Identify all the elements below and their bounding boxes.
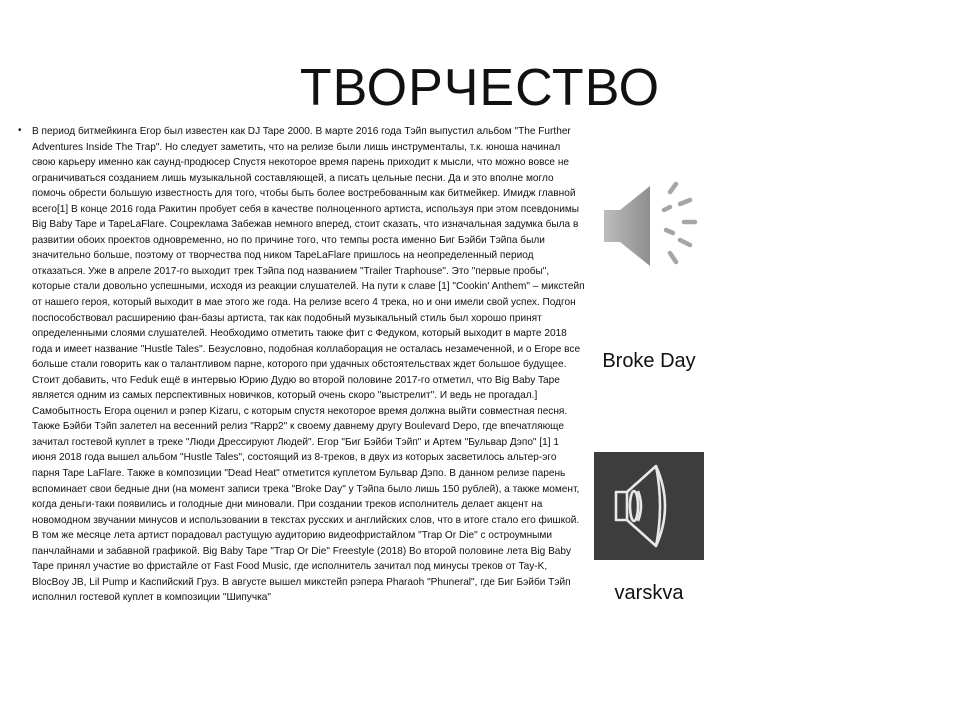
slide-title: ТВОРЧЕСТВО — [299, 59, 661, 117]
sound-waves — [664, 184, 695, 262]
speaker-body — [604, 186, 650, 266]
speaker-sound-svg — [596, 180, 706, 272]
loudspeaker-icon[interactable] — [594, 452, 704, 560]
loudspeaker-svg — [594, 452, 704, 560]
speaker-sound-icon[interactable] — [596, 180, 706, 272]
loudspeaker-outline — [616, 466, 665, 546]
audio-label-varskva: varskva — [614, 582, 684, 604]
body-paragraph: В период битмейкинга Егор был известен как DJ Tape 2000. В марте 2016 года Тэйп выпустил альбом "The Further Adventures Inside The Trap". Но следует заметить, что на релизе были лишь инструменталы, т.к. юноша начинал свою карьеру именно как саунд-продюсер Спустя некоторое время парень приходит к мысли, что можно вовсе не ограничиваться созданием лишь музыкальной составляющей, а писать цельные песни. Да и это вполне могло помочь обрести большую известность для того, чтобы быть более востребованным как битмейкер. Имидж главной всего[1] В конце 2016 года Ракитин пробует себя в качестве полноценного артиста, используя при этом псевдонимы Big Baby Tape и TapeLaFlare. Соцреклама Забежав немного вперед, стоит сказать, что изначальная задумка была в развитии обоих проектов одновременно, но по причине того, что темпы роста именно Биг Бэйби Тэйпа были значительно больше, поэтому от творчества под ником TapeLaFlare пришлось на неопределенный период отказаться. Уже в апреле 2017-го выходит трек Тэйпа под названием "Trailer Traphouse". Это "первые пробы", которые стали довольно успешными, исходя из реакции слушателей. На пути к славе [1] "Cookin' Anthem" – микстейп от нашего героя, который выходит в мае этого же года. На релизе всего 4 трека, но и они имели свой успех. Подгон поспособствовал расширению фан-базы артиста, так как подобный музыкальный стиль был хорошо принят определенными слоями слушателей. Необходимо отметить также фит с Федуком, который выходит в марте 2018 года и имеет название "Hustle Tales". Безусловно, подобная коллаборация не осталась незамеченной, и о Егоре все больше стали говорить как о талантливом парне, которого при удачных обстоятельствах ждет большое будущее. Стоит добавить, что Feduk ещё в интервью Юрию Дудю во второй половине 2017-го отметил, что Big Baby Tape является одним из самых перспективных новичков, который очень скоро "выстрелит". И ведь не прогадал.] Самобытность Егора оценил и рэпер Kizaru, с которым спустя некоторое время должна выйти совместная песня. Также Бэйби Тэйп залетел на весенний релиз "Rapp2" к своему давнему другу Boulevard Depo, где впечатляюще зачитал гостевой куплет в треке "Люди Дрессируют Людей". Егор "Биг Бэйби Тэйп" и Артем "Бульвар Дэпо" [1] 1 июня 2018 года вышел альбом "Hustle Tales", состоящий из 8-треков, в двух из которых засветилось альтер-эго парня Tape LaFlare. Также в композиции "Dead Heat" отметится куплетом Бульвар Дэпо. В данном релизе парень вспоминает свои бедные дни (на момент записи трека "Broke Day" у Тэйпа было лишь 150 рублей), а также момент, когда деньги-таки появились и голодные дни миновали. При создании треков исполнитель делает акцент на новомодном звучании минусов и использовании в текстах русских и английских слов, что в итоге стало его фишкой. В том же месяце лета артист порадовал растущую аудиторию видеофристайлом "Trap Or Die" с остроумными панчлайнами и забавной графикой. Big Baby Tape "Trap Or Die" Freestyle (2018) Во второй половине лета Big Baby Tape принял участие во фристайле от Fast Food Music, где исполнитель зачитал под минусы треков от Tay-K, BlocBoy JB, Lil Pump и Каспийский Груз. В августе вышел микстейп рэпера Pharaoh "Phuneral", где Биг Бэйби Тэйп исполнил гостевой куплет в композиции "Шипучка" — [32, 126, 585, 604]
bullet-marker: • — [18, 125, 22, 136]
content-area — [18, 124, 586, 694]
audio-label-broke-day: Broke Day — [602, 350, 696, 372]
